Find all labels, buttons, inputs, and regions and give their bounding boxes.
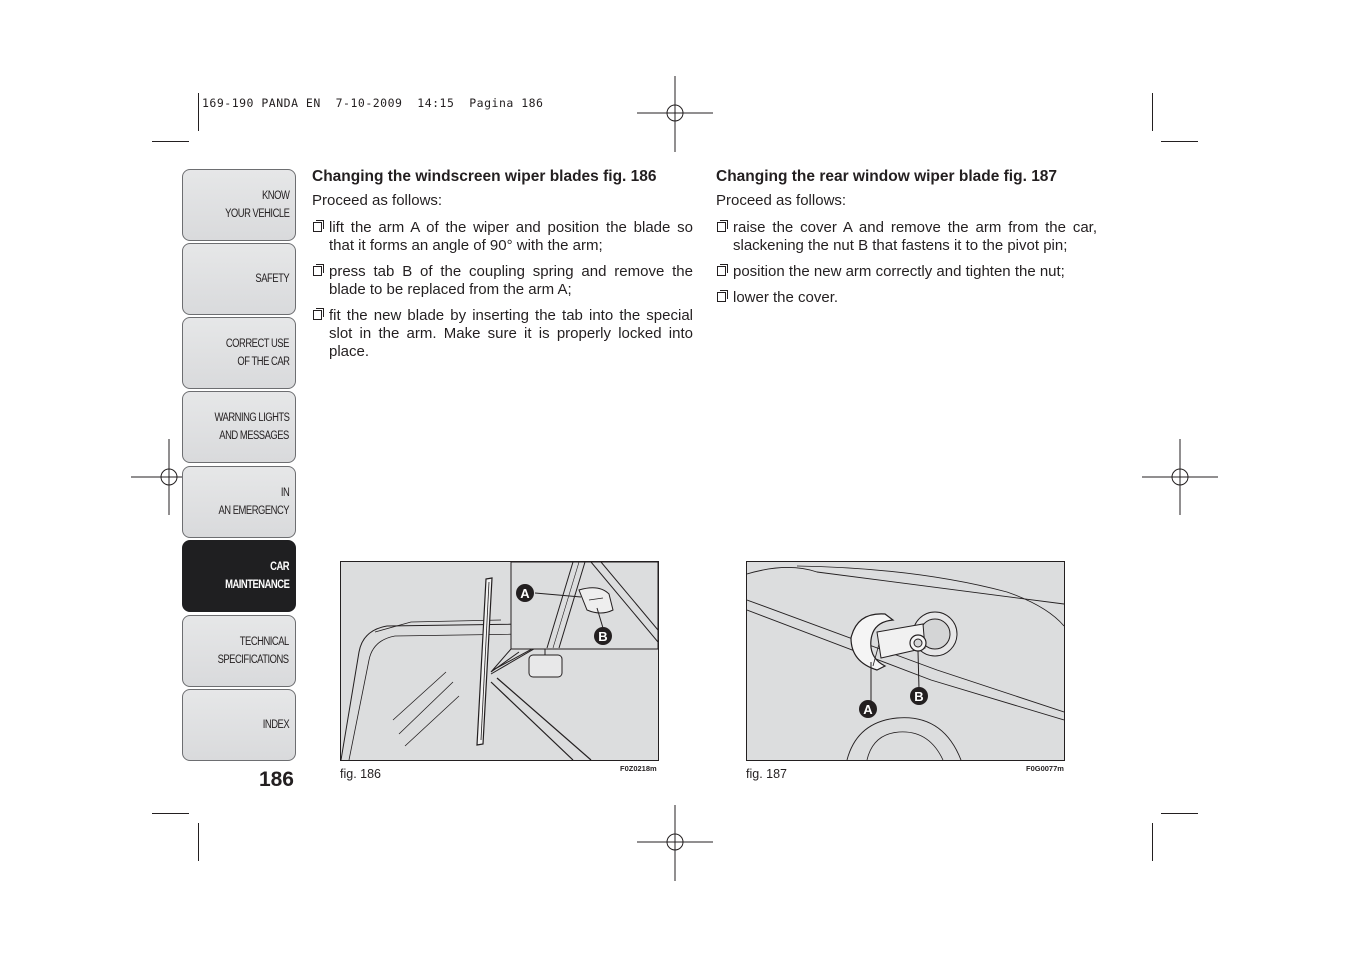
tab-label: CAR [270, 561, 289, 573]
list-item: press tab B of the coupling spring and remove the blade to be replaced from the arm A; [312, 263, 693, 299]
tab-label: YOUR VEHICLE [224, 208, 289, 220]
intro-text: Proceed as follows: [312, 192, 443, 209]
list-item: lower the cover. [716, 289, 1097, 307]
tab-label: INDEX [262, 719, 289, 731]
tab-know-your-vehicle[interactable] [182, 169, 296, 241]
step-list [312, 219, 693, 361]
rear-wiper-illustration [747, 562, 1064, 760]
crop-mark [198, 93, 199, 131]
tab-in-an-emergency[interactable] [182, 466, 296, 538]
page-number: 186 [258, 768, 294, 791]
crop-mark [1152, 823, 1153, 861]
tab-label: KNOW [261, 190, 289, 202]
list-item: fit the new blade by inserting the tab into the special slot in the arm. Make sure it is properly locked into place. [312, 307, 693, 361]
tab-car-maintenance[interactable] [182, 540, 296, 612]
tab-label: AN EMERGENCY [218, 505, 289, 517]
crop-mark [1161, 813, 1198, 814]
tab-label: OF THE CAR [236, 356, 289, 368]
label-b: B [914, 689, 924, 704]
label-a: A [863, 702, 873, 717]
tab-index[interactable] [182, 689, 296, 761]
tab-label: WARNING LIGHTS [213, 412, 289, 424]
list-item: raise the cover A and remove the arm from the car, slackening the nut B that fastens it to the pivot pin; [716, 219, 1097, 255]
registration-mark [1142, 439, 1218, 515]
windscreen-wiper-illustration [341, 562, 658, 760]
crop-mark [1161, 141, 1198, 142]
print-header: 169-190 PANDA EN 7-10-2009 14:15 Pagina 186 [202, 96, 544, 110]
tab-safety[interactable] [182, 243, 296, 315]
list-item: lift the arm A of the wiper and position the blade so that it forms an angle of 90° with the arm; [312, 219, 693, 255]
registration-mark [637, 805, 713, 881]
figure-code: F0Z0218m [620, 764, 657, 773]
crop-mark [1152, 93, 1153, 131]
registration-mark [637, 76, 713, 152]
tab-label: IN [280, 487, 289, 499]
figure-186-illustration [340, 561, 659, 761]
tab-label: MAINTENANCE [224, 579, 289, 591]
tab-label: SAFETY [255, 273, 289, 285]
figure-187-illustration [746, 561, 1065, 761]
intro-text: Proceed as follows: [716, 192, 847, 209]
tab-technical-specifications[interactable] [182, 615, 296, 687]
crop-mark [152, 141, 189, 142]
step-list [716, 219, 1097, 307]
tab-label: AND MESSAGES [219, 430, 289, 442]
section-heading: Changing the rear window wiper blade fig. 187 [716, 168, 1058, 185]
label-b: B [598, 629, 608, 644]
tab-label: CORRECT USE [225, 338, 289, 350]
figure-code: F0G0077m [1026, 764, 1064, 773]
list-item: position the new arm correctly and tighten the nut; [716, 263, 1097, 281]
figure-caption: fig. 186 [340, 767, 382, 781]
figure-caption: fig. 187 [746, 767, 788, 781]
tab-warning-lights[interactable] [182, 391, 296, 463]
tab-label: TECHNICAL [239, 636, 289, 648]
section-heading: Changing the windscreen wiper blades fig. 186 [312, 168, 657, 185]
tab-label: SPECIFICATIONS [217, 654, 289, 666]
left-column [312, 168, 693, 369]
crop-mark [152, 813, 189, 814]
label-a: A [520, 586, 530, 601]
right-column [716, 168, 1097, 315]
tab-correct-use[interactable] [182, 317, 296, 389]
crop-mark [198, 823, 199, 861]
